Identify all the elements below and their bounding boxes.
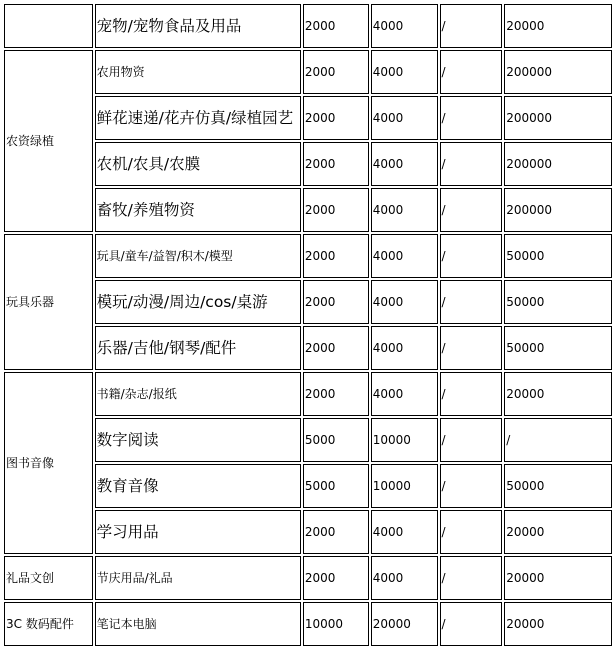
threshold-cell: 50000 xyxy=(504,464,612,508)
category-cell xyxy=(4,4,93,48)
threshold-cell: 200000 xyxy=(504,188,612,232)
fee2-cell: / xyxy=(440,556,503,600)
table-row xyxy=(4,4,612,48)
fee2-cell: / xyxy=(440,602,503,646)
deposit-cell: 2000 xyxy=(303,142,369,186)
category-cell: 图书音像 xyxy=(4,372,93,554)
fee1-cell: 4000 xyxy=(371,96,438,140)
table-row xyxy=(4,372,612,416)
fee1-cell: 10000 xyxy=(371,464,438,508)
item-cell: 玩具/童车/益智/积木/模型 xyxy=(95,234,301,278)
deposit-cell: 2000 xyxy=(303,188,369,232)
fee2-cell: / xyxy=(440,234,503,278)
item-cell: 模玩/动漫/周边/cos/桌游 xyxy=(95,280,301,324)
item-cell: 宠物/宠物食品及用品 xyxy=(95,4,301,48)
fee1-cell: 4000 xyxy=(371,280,438,324)
fee2-cell: / xyxy=(440,4,503,48)
deposit-cell: 2000 xyxy=(303,556,369,600)
table-row xyxy=(4,556,612,600)
threshold-cell: 200000 xyxy=(504,50,612,94)
threshold-cell: 20000 xyxy=(504,4,612,48)
table-row xyxy=(4,188,612,232)
table-row xyxy=(4,326,612,370)
fee1-cell: 4000 xyxy=(371,326,438,370)
table-row xyxy=(4,50,612,94)
deposit-cell: 2000 xyxy=(303,510,369,554)
fee2-cell: / xyxy=(440,50,503,94)
fee2-cell: / xyxy=(440,326,503,370)
fee2-cell: / xyxy=(440,280,503,324)
item-cell: 数字阅读 xyxy=(95,418,301,462)
fee2-cell: / xyxy=(440,372,503,416)
table-row xyxy=(4,418,612,462)
fee1-cell: 4000 xyxy=(371,510,438,554)
item-cell: 节庆用品/礼品 xyxy=(95,556,301,600)
category-cell: 3C 数码配件 xyxy=(4,602,93,646)
table-row xyxy=(4,142,612,186)
deposit-cell: 2000 xyxy=(303,234,369,278)
item-cell: 教育音像 xyxy=(95,464,301,508)
category-fee-table xyxy=(2,2,614,648)
deposit-cell: 10000 xyxy=(303,602,369,646)
threshold-cell: 50000 xyxy=(504,326,612,370)
threshold-cell: 50000 xyxy=(504,234,612,278)
item-cell: 农机/农具/农膜 xyxy=(95,142,301,186)
category-cell: 礼品文创 xyxy=(4,556,93,600)
deposit-cell: 5000 xyxy=(303,418,369,462)
fee2-cell: / xyxy=(440,96,503,140)
item-cell: 乐器/吉他/钢琴/配件 xyxy=(95,326,301,370)
deposit-cell: 2000 xyxy=(303,280,369,324)
fee1-cell: 10000 xyxy=(371,418,438,462)
item-cell: 笔记本电脑 xyxy=(95,602,301,646)
deposit-cell: 5000 xyxy=(303,464,369,508)
fee2-cell: / xyxy=(440,142,503,186)
table-row xyxy=(4,280,612,324)
fee1-cell: 4000 xyxy=(371,50,438,94)
fee2-cell: / xyxy=(440,188,503,232)
deposit-cell: 2000 xyxy=(303,4,369,48)
threshold-cell: / xyxy=(504,418,612,462)
fee1-cell: 4000 xyxy=(371,142,438,186)
fee1-cell: 4000 xyxy=(371,188,438,232)
deposit-cell: 2000 xyxy=(303,96,369,140)
fee1-cell: 4000 xyxy=(371,372,438,416)
fee1-cell: 4000 xyxy=(371,556,438,600)
deposit-cell: 2000 xyxy=(303,372,369,416)
item-cell: 书籍/杂志/报纸 xyxy=(95,372,301,416)
threshold-cell: 50000 xyxy=(504,280,612,324)
threshold-cell: 20000 xyxy=(504,556,612,600)
fee2-cell: / xyxy=(440,418,503,462)
table-row xyxy=(4,464,612,508)
item-cell: 农用物资 xyxy=(95,50,301,94)
table-row xyxy=(4,602,612,646)
deposit-cell: 2000 xyxy=(303,50,369,94)
threshold-cell: 200000 xyxy=(504,96,612,140)
table-row xyxy=(4,96,612,140)
threshold-cell: 200000 xyxy=(504,142,612,186)
table-row xyxy=(4,510,612,554)
fee1-cell: 20000 xyxy=(371,602,438,646)
fee1-cell: 4000 xyxy=(371,4,438,48)
fee2-cell: / xyxy=(440,510,503,554)
item-cell: 鲜花速递/花卉仿真/绿植园艺 xyxy=(95,96,301,140)
item-cell: 畜牧/养殖物资 xyxy=(95,188,301,232)
deposit-cell: 2000 xyxy=(303,326,369,370)
threshold-cell: 20000 xyxy=(504,372,612,416)
threshold-cell: 20000 xyxy=(504,510,612,554)
item-cell: 学习用品 xyxy=(95,510,301,554)
fee1-cell: 4000 xyxy=(371,234,438,278)
fee2-cell: / xyxy=(440,464,503,508)
threshold-cell: 20000 xyxy=(504,602,612,646)
table-row xyxy=(4,234,612,278)
category-cell: 农资绿植 xyxy=(4,50,93,232)
category-cell: 玩具乐器 xyxy=(4,234,93,370)
